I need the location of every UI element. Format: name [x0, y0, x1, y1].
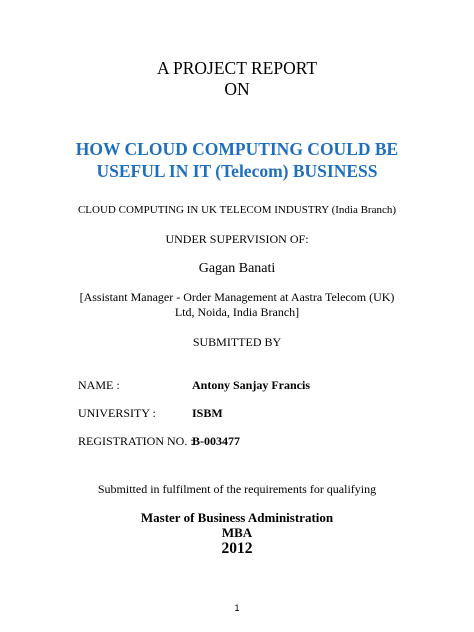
report-heading-line-1: A PROJECT REPORT: [156, 58, 318, 78]
degree-name-line-1: Master of Business Administration: [140, 510, 334, 525]
detail-row-name: [78, 378, 310, 393]
submitted-by-heading: SUBMITTED BY: [192, 335, 282, 349]
degree-name-line-2: MBA: [221, 525, 253, 540]
project-title-line-1: HOW CLOUD COMPUTING COULD BE: [75, 139, 399, 159]
project-title: [0, 138, 474, 182]
fulfilment-statement: Submitted in fulfilment of the requirements for qualifying: [97, 482, 377, 496]
detail-row-registration: [78, 434, 240, 449]
supervisor-name: Gagan Banati: [198, 261, 276, 276]
detail-label: REGISTRATION NO. :: [78, 434, 194, 448]
supervisor-role-line-2: Ltd, Noida, India Branch]: [174, 305, 300, 319]
degree-year: 2012: [221, 540, 253, 557]
detail-value: B-003477: [192, 434, 240, 448]
detail-label: NAME :: [78, 378, 120, 392]
supervision-heading: UNDER SUPERVISION OF:: [165, 232, 309, 246]
degree-name: [0, 510, 474, 540]
detail-value: Antony Sanjay Francis: [192, 378, 311, 392]
supervisor-role-line-1: [Assistant Manager - Order Management at Aastra Telecom (UK): [79, 290, 395, 304]
page-number: 1: [234, 603, 240, 613]
detail-value: ISBM: [192, 406, 223, 420]
detail-row-university: [78, 406, 223, 421]
project-title-line-2: USEFUL IN IT (Telecom) BUSINESS: [96, 161, 378, 181]
project-subtitle: CLOUD COMPUTING IN UK TELECOM INDUSTRY (India Branch): [77, 204, 397, 216]
report-heading: [0, 58, 474, 100]
supervisor-role: [0, 290, 474, 320]
report-heading-line-2: ON: [224, 79, 250, 99]
detail-label: UNIVERSITY :: [78, 406, 156, 420]
